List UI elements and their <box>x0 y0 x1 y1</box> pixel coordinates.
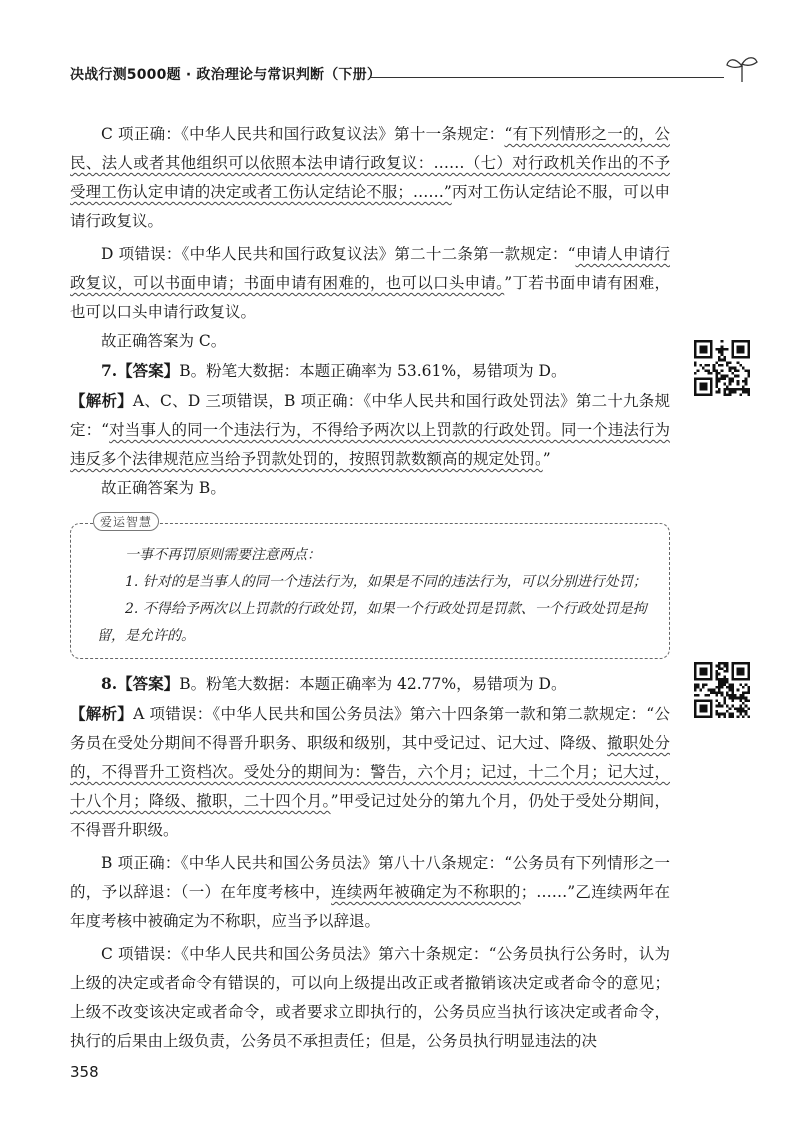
answer-line: 故正确答案为 C。 <box>101 332 227 350</box>
page-body <box>70 120 670 1056</box>
tip-line: 1. 针对的是当事人的同一个违法行为，如果是不同的违法行为，可以分别进行处罚； <box>125 574 647 590</box>
tip-label: 爱运智慧 <box>93 512 159 531</box>
answer-7: 7.【答案】B。粉笔大数据：本题正确率为 53.61%，易错项为 D。 <box>101 361 567 380</box>
page-number: 358 <box>70 1063 99 1081</box>
answer-8: 8.【答案】B。粉笔大数据：本题正确率为 42.77%，易错项为 D。 <box>101 674 567 693</box>
header-rule <box>370 77 724 78</box>
tip-line: 一事不再罚原则需要注意两点： <box>125 547 321 563</box>
paragraph-d-wrong: D 项错误：《中华人民共和国行政复议法》第二十二条第一款规定：“申请人申请行政复议，可以书面申请；书面申请有困难的，也可以口头申请。”丁若书面申请有困难，也可以口头申请行政复议。 <box>70 245 670 321</box>
analysis-8-a: 【解析】A 项错误：《中华人民共和国公务员法》第六十四条第一款和第二款规定：“公务员在受处分期间不得晋升职务、职级和级别，其中受记过、记大过、降级、撤职处分的，不得晋升工资档次。受处分的期间为：警告，六个月；记过，十二个月；记大过，十八个月；降级、撤职，二十四个月。”甲受记过处分的第九个月，仍处于受处分期间，不得晋升职级。 <box>70 704 670 839</box>
book-title: 决战行测5000题 · 政治理论与常识判断（下册） <box>70 67 382 83</box>
sprout-icon <box>724 54 760 84</box>
page-header <box>70 62 760 88</box>
analysis-8-b: B 项正确：《中华人民共和国公务员法》第八十八条规定：“公务员有下列情形之一的，予以辞退：（一）在年度考核中，连续两年被确定为不称职的；……”乙连续两年在年度考核中被确定为不称职，应当予以辞退。 <box>70 854 670 930</box>
qr-code-icon[interactable] <box>694 340 750 396</box>
answer-line: 故正确答案为 B。 <box>101 479 226 497</box>
qr-code-icon[interactable] <box>694 662 750 718</box>
analysis-8-c: C 项错误：《中华人民共和国公务员法》第六十条规定：“公务员执行公务时，认为上级的决定或者命令有错误的，可以向上级提出改正或者撤销该决定或者命令的意见；上级不改变该决定或者命令，或者要求立即执行的，公务员应当执行该决定或者命令，执行的后果由上级负责，公务员不承担责任；但是，公务员执行明显违法的决 <box>70 945 670 1050</box>
tip-box <box>70 515 670 659</box>
tip-line: 2. 不得给予两次以上罚款的行政处罚，如果一个行政处罚是罚款、一个行政处罚是拘留，是允许的。 <box>97 601 647 644</box>
paragraph-c-correct: C 项正确：《中华人民共和国行政复议法》第十一条规定：“有下列情形之一的，公民、法人或者其他组织可以依照本法申请行政复议：……（七）对行政机关作出的不予受理工伤认定申请的决定或者工伤认定结论不服；……”丙对工伤认定结论不服，可以申请行政复议。 <box>70 125 670 230</box>
analysis-7: 【解析】A、C、D 三项错误，B 项正确：《中华人民共和国行政处罚法》第二十九条规定：“对当事人的同一个违法行为，不得给予两次以上罚款的行政处罚。同一个违法行为违反多个法律规范应当给予罚款处罚的，按照罚款数额高的规定处罚。” <box>70 391 670 468</box>
